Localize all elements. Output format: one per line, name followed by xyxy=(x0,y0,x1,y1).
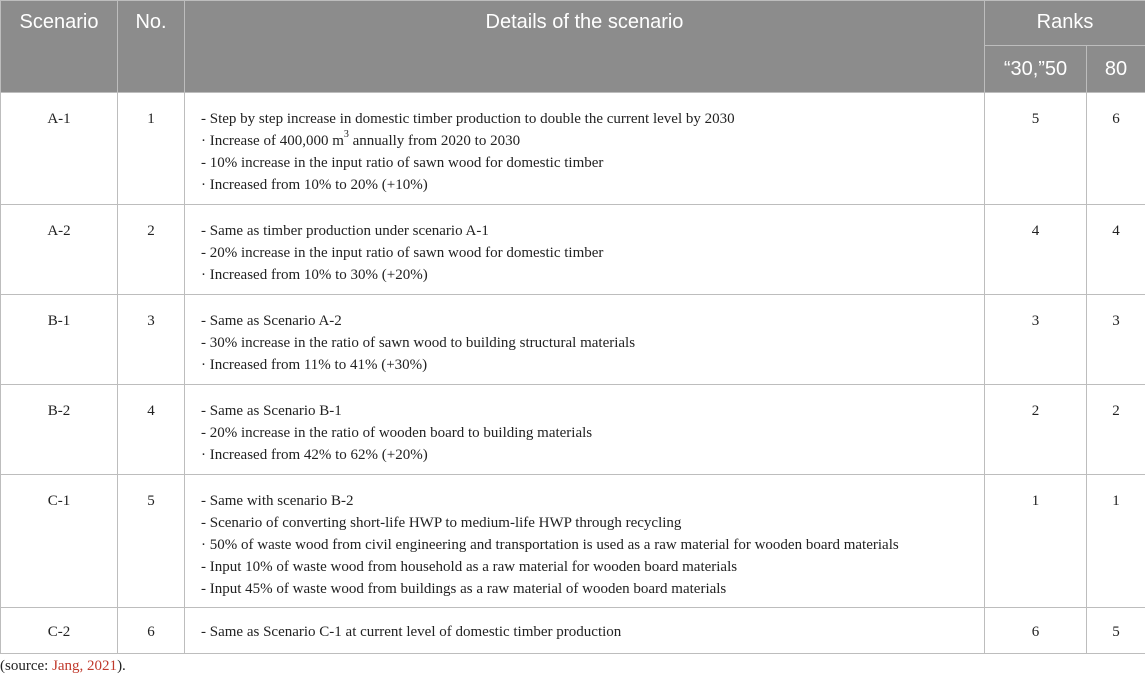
scenario-cell: C-1 xyxy=(1,475,118,608)
no-cell: 6 xyxy=(118,608,185,654)
header-no: No. xyxy=(118,1,185,93)
no-cell: 4 xyxy=(118,385,185,475)
table-row xyxy=(1,205,1145,295)
detail-line: · Increased from 11% to 41% (+30%) xyxy=(201,357,428,373)
detail-line: - Scenario of converting short-life HWP to medium-life HWP through recycling xyxy=(201,515,682,531)
header-ranks-sub2: 80 xyxy=(1087,46,1145,93)
superscript: 3 xyxy=(343,129,349,140)
table-row xyxy=(1,608,1145,654)
no-cell: 1 xyxy=(118,93,185,205)
rank-cell: 5 xyxy=(1087,608,1145,654)
table-row xyxy=(1,295,1145,385)
detail-line: - Same as Scenario C-1 at current level of domestic timber production xyxy=(201,624,622,640)
rank-cell: 3 xyxy=(1087,295,1145,385)
header-ranks-sub1: “30,”50 xyxy=(985,46,1087,93)
detail-line: - Step by step increase in domestic timber production to double the current level by 2030 xyxy=(201,111,735,127)
rank-cell: 2 xyxy=(1087,385,1145,475)
details-cell xyxy=(185,608,985,654)
no-cell: 5 xyxy=(118,475,185,608)
no-cell: 3 xyxy=(118,295,185,385)
rank-cell: 5 xyxy=(985,93,1087,205)
details-cell xyxy=(185,385,985,475)
rank-cell: 2 xyxy=(985,385,1087,475)
detail-line: - Same with scenario B-2 xyxy=(201,493,354,509)
scenario-cell: B-2 xyxy=(1,385,118,475)
source-note: (source: Jang, 2021). xyxy=(0,658,126,674)
table-row xyxy=(1,385,1145,475)
detail-line: · Increased from 42% to 62% (+20%) xyxy=(201,447,428,463)
rank-cell: 6 xyxy=(985,608,1087,654)
details-cell xyxy=(185,93,985,205)
details-cell xyxy=(185,475,985,608)
detail-line: · 50% of waste wood from civil engineering and transportation is used as a raw material for wooden board materials xyxy=(201,537,899,553)
detail-line: - Same as Scenario B-1 xyxy=(201,403,342,419)
detail-line: - 20% increase in the input ratio of sawn wood for domestic timber xyxy=(201,245,604,261)
detail-line: · Increase of 400,000 $m^3$ annually from 2020 to 2030 xyxy=(201,129,521,149)
detail-line: - Same as timber production under scenario A-1 xyxy=(201,223,489,239)
header-ranks: Ranks xyxy=(985,1,1145,46)
table-row xyxy=(1,93,1145,205)
table-row xyxy=(1,475,1145,608)
no-cell: 2 xyxy=(118,205,185,295)
header-details: Details of the scenario xyxy=(185,1,985,93)
detail-line: · Increased from 10% to 20% (+10%) xyxy=(201,177,428,193)
detail-line: - Input 10% of waste wood from household as a raw material for wooden board materials xyxy=(201,559,738,575)
rank-cell: 3 xyxy=(985,295,1087,385)
scenario-cell: A-2 xyxy=(1,205,118,295)
rank-cell: 6 xyxy=(1087,93,1145,205)
detail-line: - Same as Scenario A-2 xyxy=(201,313,342,329)
details-cell xyxy=(185,295,985,385)
detail-line: · Increased from 10% to 30% (+20%) xyxy=(201,267,428,283)
scenario-cell: A-1 xyxy=(1,93,118,205)
detail-line: - Input 45% of waste wood from buildings as a raw material of wooden board materials xyxy=(201,581,727,597)
scenario-cell: C-2 xyxy=(1,608,118,654)
scenario-cell: B-1 xyxy=(1,295,118,385)
rank-cell: 4 xyxy=(985,205,1087,295)
rank-cell: 1 xyxy=(1087,475,1145,608)
detail-line: - 20% increase in the ratio of wooden board to building materials xyxy=(201,425,593,441)
rank-cell: 4 xyxy=(1087,205,1145,295)
citation-link[interactable]: Jang, 2021 xyxy=(52,658,118,674)
detail-line: - 10% increase in the input ratio of sawn wood for domestic timber xyxy=(201,155,604,171)
rank-cell: 1 xyxy=(985,475,1087,608)
detail-line: - 30% increase in the ratio of sawn wood to building structural materials xyxy=(201,335,636,351)
details-cell xyxy=(185,205,985,295)
header-scenario: Scenario xyxy=(1,1,118,93)
